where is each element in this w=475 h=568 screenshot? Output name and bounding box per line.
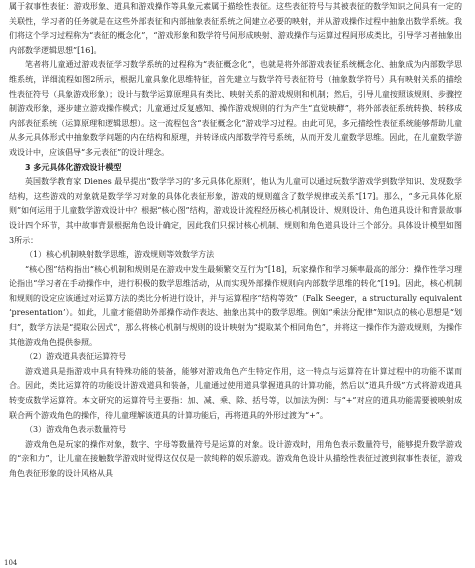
subheading-game-props: （2）游戏道具表征运算符号 [25,352,127,362]
paragraph-core-mechanism: “核心图”结构指出“核心机制和规则是在游戏中发生最频繁交互行为”[18]，玩家操作和学习频率最高的部分：操作性学习理论指出“学习者在手动操作中，进行积极的数学思维活动，从而实现外部操作规则向内部数学思维的转化”[19]。因此，核心机制和规则的设定应该通过对运算方法的类比分析进行设计，并与运算程序“结构等效”（Falk Seeger，a structurally equivalent ‘presentation’）。如此，儿童才能借助外部操作动作表达、抽象出其中的数学思维。例如“乘法分配律”知识点的核心思想是“划归”，数学方法是“提取公因式”，那么将核心机制与规则的设计映射为“提取某个相同角色”，并将这一操作作为游戏规则，为操作其他游戏角色提供参照。 [9,264,462,347]
section-heading: 3 多元具体化游戏设计模型 [25,162,122,172]
paragraph-game-props: 游戏道具是指游戏中具有特殊功能的装备，能够对游戏角色产生特定作用，这一特点与运算符在计算过程中的功能不谋而合。因此，类比运算符的功能设计游戏道具和装备，儿童通过使用道具掌握道具的计算功能，然后以“道具升级”方式将游戏道具转变成数学运算符。本文研究的运算符号主要指：加、减、乘、除、括号等，以加法为例：与“+”对应的道具功能需要被映射成联合两个游戏角色的操作，待儿童理解该道具的计算功能后，再将道具的外形过渡为“+”。 [9,366,462,420]
paragraph-dienes-principle: 英国数学教育家 Dienes 最早提出“数学学习的‘多元具体化原则’，他认为儿童可以通过玩数学游戏学到数学知识、发现数学结构，这些游戏的对象就是数学学习对象的具体化表征形象，游戏的规则蕴含了数学规律或关系”[17]。那么，“多元具体化原则”如何运用于儿童数学游戏设计中？根据“核心图”结构，游戏设计流程经历核心机制设计、规则设计、角色道具设计和背景故事设计四个环节，其中故事背景根据角色设计确定，因此我们只探讨核心机制、规则和角色道具设计三个部分。具体设计模型如图3所示： [9,177,462,245]
paragraph-game-characters: 游戏角色是玩家的操作对象，数字、字母等数量符号是运算的对象。设计游戏时，用角色表示数量符号，能够提升数学游戏的“亲和力”，让儿童在接触数学游戏时觉得这仅仅是一款纯粹的娱乐游戏。游戏角色设计从描绘性表征过渡到叙事性表征，游戏角色表征形象的设计风格从具 [9,439,462,478]
paragraph-representation-conceptualization: 笔者将儿童通过游戏表征学习数学系统的过程称为“表征概念化”，也就是将外部游戏表征系统概念化、抽象成为内部数学思维系统，详细流程如图2所示，根据儿童具象化思维特征，首先建立与数学符号表征符号（抽象数学符号）具有映射关系的描绘性表征符号（具象游戏形象）；设计与数学运算原理具有类比、映射关系的游戏规则和机制；然后，引导儿童按照该规则、步骤控制游戏形象，逐步建立游戏操作模式；儿童通过反复感知、操作游戏规则的行为产生“直觉映酵”，将外部表征系统转换、转移成内部表征系统（运算原理和逻辑思想）。这一流程包含“表征概念化”游戏学习过程。由此可见，多元描绘性表征系统能够帮助儿童从多元具体形式中抽象数学问题的内在结构和原理，并转译成内部数学符号系统，从而开发儿童数学思维。因此，在儿童数学游戏设计中，应该倡导“多元表征”的设计理念。 [9,60,462,157]
page-number: 104 [4,559,18,567]
subheading-game-characters: （3）游戏角色表示数量符号 [25,425,127,435]
subheading-core-mechanism: （1）核心机制映射数学思维，游戏规则等效数学方法 [25,250,215,260]
paragraph-intro-continuation: 属于叙事性表征：游戏形象、道具和游戏操作等具象元素属于描绘性表征。这些表征符号与其被表征的数学知识之间具有一定的关联性，学习者的任务就是在这些外部表征和内部抽象表征系统之间建立必要的映射，并从游戏操作过程中抽象出数学系统。我们将这个学习过程称为“表征的概念化”，“游戏形象和数学符号间形成映射、游戏操作与运算过程间形成类比，引导学习者抽象出内部数学逻辑思想”[16]。 [9,2,462,55]
